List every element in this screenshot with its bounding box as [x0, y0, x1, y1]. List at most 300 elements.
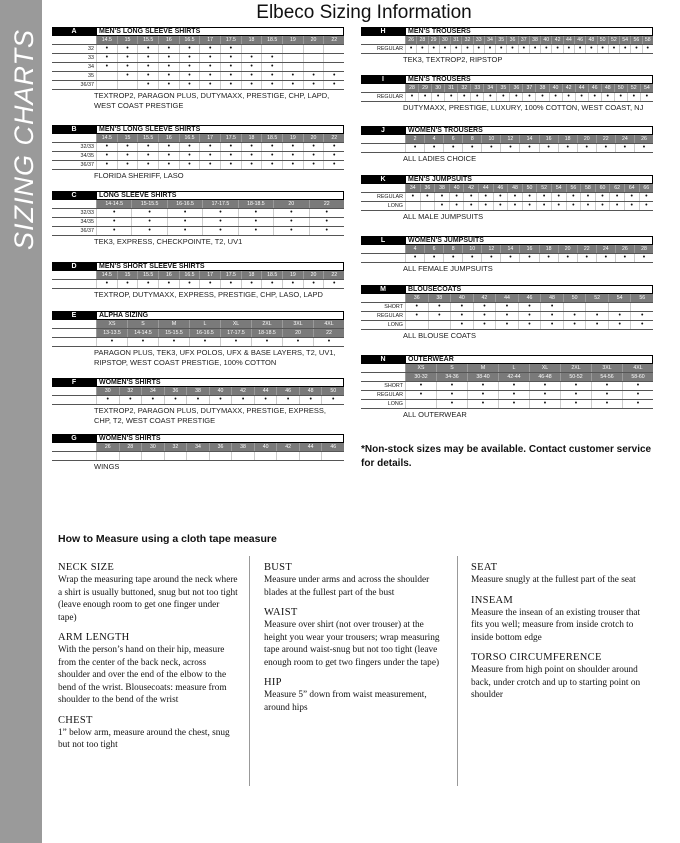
- availability-dot: •: [597, 45, 608, 53]
- availability-dot: •: [536, 202, 551, 210]
- size-cells: [405, 202, 653, 210]
- availability-dot: •: [131, 218, 166, 226]
- size-header-cell: 32: [457, 84, 470, 92]
- availability-dot: •: [96, 45, 117, 53]
- availability-dot: •: [220, 143, 241, 151]
- size-header-cell: 36: [405, 294, 428, 302]
- availability-dot: •: [608, 45, 619, 53]
- size-header-row: [361, 36, 653, 45]
- size-header-cell: 22: [596, 135, 615, 143]
- availability-dot: •: [566, 193, 581, 201]
- chart-note: WINGS: [94, 462, 120, 471]
- row-label: [361, 373, 405, 381]
- availability-dot: •: [591, 391, 622, 399]
- size-cells: [96, 320, 344, 328]
- availability-dot: •: [549, 93, 562, 101]
- size-cells: [405, 84, 653, 92]
- chart-header: [52, 262, 344, 271]
- availability-dot: •: [473, 321, 496, 329]
- size-cells: [96, 45, 344, 53]
- availability-dot: •: [436, 382, 467, 390]
- size-chart-i: [361, 75, 653, 113]
- availability-dot: •: [434, 193, 449, 201]
- availability-dot: •: [202, 227, 237, 235]
- availability-dot: •: [238, 227, 273, 235]
- measure-text: Measure the insean of an existing trouser that fits you well; measure from inside crotch to inside bottom edge: [471, 607, 641, 643]
- size-chart-f: [52, 378, 344, 425]
- measure-text: Measure snugly at the fullest part of the seat: [471, 575, 636, 585]
- size-header-cell: 36: [420, 184, 435, 192]
- availability-dot: •: [483, 93, 496, 101]
- chart-name: OUTERWEAR: [405, 355, 653, 364]
- availability-dot: •: [615, 254, 634, 262]
- size-header-cell: 14: [500, 245, 519, 253]
- chart-header: [361, 236, 653, 245]
- availability-dot: •: [551, 202, 566, 210]
- row-label: 33: [88, 55, 94, 61]
- size-row: [361, 45, 653, 54]
- size-chart-l: [361, 236, 653, 274]
- availability-dot: •: [519, 254, 538, 262]
- chart-header: [52, 311, 344, 320]
- size-header-cell: 26: [96, 443, 119, 451]
- availability-dot: [303, 54, 324, 62]
- size-header-cell: 20: [577, 135, 596, 143]
- row-label: 36/37: [80, 82, 94, 88]
- measure-text: Wrap the measuring tape around the neck where a shirt is usually buttoned, snug but not too tight (leave enough room to get one finger under tape): [58, 575, 238, 623]
- size-cells: [96, 227, 344, 235]
- row-label: [52, 396, 96, 404]
- availability-dot: •: [282, 280, 303, 288]
- availability-dot: •: [498, 382, 529, 390]
- availability-dot: •: [117, 54, 138, 62]
- availability-dot: •: [96, 227, 131, 235]
- size-header-row: [52, 320, 344, 329]
- size-row: [361, 321, 653, 330]
- size-header-cell: 44: [563, 36, 574, 44]
- size-header-cell: 42: [551, 36, 562, 44]
- measure-column-1: [58, 558, 238, 760]
- size-header-cell: 40: [549, 84, 562, 92]
- availability-dot: •: [282, 72, 303, 80]
- availability-dot: •: [484, 45, 495, 53]
- availability-dot: •: [309, 218, 344, 226]
- chart-header: [52, 378, 344, 387]
- availability-dot: •: [462, 254, 481, 262]
- size-header-cell: 24: [615, 135, 634, 143]
- chart-note: FLORIDA SHERIFF, LASO: [94, 171, 184, 180]
- size-header-cell: 50-52: [560, 373, 591, 381]
- measure-heading: TORSO CIRCUMFERENCE: [471, 652, 602, 663]
- row-label: REGULAR: [376, 46, 403, 52]
- chart-note: ALL MALE JUMPSUITS: [403, 212, 484, 221]
- size-header-cell: 16: [158, 134, 179, 142]
- availability-dot: •: [509, 93, 522, 101]
- availability-dot: [608, 303, 631, 311]
- size-chart-m: [361, 285, 653, 341]
- chart-note: TEXTROP2, PARAGON PLUS, DUTYMAXX, PRESTIGE, CHP, LAPD, WEST COAST PRESTIGE: [94, 91, 330, 110]
- chart-name: LONG SLEEVE SHIRTS: [96, 191, 344, 200]
- availability-dot: •: [323, 161, 344, 169]
- size-header-cell: XS: [96, 320, 127, 328]
- availability-dot: [321, 452, 344, 460]
- availability-dot: [141, 452, 164, 460]
- availability-dot: •: [96, 338, 127, 346]
- chart-header: [52, 191, 344, 200]
- availability-dot: •: [158, 45, 179, 53]
- size-header-cell: 18.5: [261, 36, 282, 44]
- size-chart-e: [52, 311, 344, 367]
- size-header-cell: 66: [639, 184, 654, 192]
- availability-dot: •: [595, 202, 610, 210]
- availability-dot: •: [428, 303, 451, 311]
- chart-letter: A: [52, 27, 96, 36]
- size-cells: [405, 382, 653, 390]
- chart-note: ALL BLOUSE COATS: [403, 331, 476, 340]
- size-header-cell: 10: [481, 135, 500, 143]
- availability-dot: •: [467, 400, 498, 408]
- availability-dot: [303, 63, 324, 71]
- size-cells: [405, 36, 653, 44]
- size-header-cell: 46: [588, 84, 601, 92]
- measure-heading: ARM LENGTH: [58, 632, 130, 643]
- availability-dot: •: [601, 93, 614, 101]
- availability-dot: •: [529, 45, 540, 53]
- size-header-cell: 18-18.5: [251, 329, 282, 337]
- availability-dot: •: [323, 280, 344, 288]
- availability-dot: [186, 452, 209, 460]
- size-header-cell: 36: [164, 387, 187, 395]
- size-cells: [405, 321, 653, 329]
- size-header-cell: 34: [141, 387, 164, 395]
- size-header-cell: 44: [478, 184, 493, 192]
- availability-dot: •: [498, 400, 529, 408]
- chart-header: [361, 175, 653, 184]
- availability-dot: •: [199, 72, 220, 80]
- availability-dot: •: [276, 396, 299, 404]
- availability-dot: •: [540, 45, 551, 53]
- row-label: [361, 254, 405, 262]
- size-header-cell: 16-16.5: [189, 329, 220, 337]
- availability-dot: •: [96, 161, 117, 169]
- size-header-cell: 12: [481, 245, 500, 253]
- availability-dot: •: [596, 254, 615, 262]
- availability-dot: [96, 81, 117, 89]
- availability-dot: •: [199, 152, 220, 160]
- size-row: [361, 303, 653, 312]
- chart-note: TEK3, TEXTROP2, RIPSTOP: [403, 55, 503, 64]
- size-header-cell: 26: [634, 135, 653, 143]
- size-header-cell: 8: [443, 245, 462, 253]
- availability-dot: •: [96, 143, 117, 151]
- availability-dot: •: [405, 45, 416, 53]
- chart-name: MEN'S JUMPSUITS: [405, 175, 653, 184]
- availability-dot: •: [467, 391, 498, 399]
- row-label: [52, 452, 96, 460]
- size-header-row: [52, 134, 344, 143]
- size-chart-b: [52, 125, 344, 181]
- size-header-cell: 52: [627, 84, 640, 92]
- size-chart-n: [361, 355, 653, 420]
- availability-dot: •: [498, 391, 529, 399]
- availability-dot: •: [507, 193, 522, 201]
- availability-dot: •: [522, 202, 537, 210]
- size-header-cell: 48: [299, 387, 322, 395]
- availability-dot: [96, 452, 119, 460]
- availability-dot: •: [522, 193, 537, 201]
- availability-dot: •: [461, 45, 472, 53]
- availability-dot: •: [96, 280, 117, 288]
- size-header-cell: 42: [231, 387, 254, 395]
- availability-dot: •: [563, 312, 586, 320]
- availability-dot: [428, 321, 451, 329]
- availability-dot: •: [299, 396, 322, 404]
- row-label: REGULAR: [376, 94, 403, 100]
- size-header-cell: 29: [428, 36, 439, 44]
- size-cells: [405, 135, 653, 143]
- availability-dot: •: [220, 161, 241, 169]
- size-header-cell: 42-44: [498, 373, 529, 381]
- availability-dot: [585, 303, 608, 311]
- size-header-cell: 42: [473, 294, 496, 302]
- size-header-cell: 36: [509, 84, 522, 92]
- availability-dot: •: [323, 81, 344, 89]
- availability-dot: •: [405, 382, 436, 390]
- availability-dot: •: [261, 54, 282, 62]
- size-header-cell: 42: [562, 84, 575, 92]
- size-header-cell: 17: [199, 134, 220, 142]
- availability-dot: •: [539, 254, 558, 262]
- availability-dot: •: [209, 396, 232, 404]
- availability-dot: •: [535, 93, 548, 101]
- availability-dot: •: [309, 227, 344, 235]
- size-header-cell: M: [158, 320, 189, 328]
- chart-name: WOMEN'S JUMPSUITS: [405, 236, 653, 245]
- size-header-cell: 30: [431, 84, 444, 92]
- availability-dot: [405, 202, 420, 210]
- availability-dot: •: [261, 63, 282, 71]
- availability-dot: •: [558, 254, 577, 262]
- availability-dot: •: [431, 93, 444, 101]
- availability-dot: •: [158, 63, 179, 71]
- size-header-cell: 30: [141, 443, 164, 451]
- size-header-cell: 16.5: [179, 36, 200, 44]
- availability-dot: •: [418, 93, 431, 101]
- availability-dot: •: [434, 202, 449, 210]
- availability-dot: •: [624, 202, 639, 210]
- size-header-cell: 50: [522, 184, 537, 192]
- size-header-row: [52, 36, 344, 45]
- availability-dot: •: [241, 161, 262, 169]
- availability-dot: •: [189, 338, 220, 346]
- size-header-cell: 4XL: [622, 364, 653, 372]
- chart-name: MEN'S LONG SLEEVE SHIRTS: [96, 27, 344, 36]
- chart-header: [361, 285, 653, 294]
- availability-dot: •: [588, 93, 601, 101]
- availability-dot: •: [518, 303, 541, 311]
- size-header-row: [361, 245, 653, 254]
- size-row: [52, 218, 344, 227]
- availability-dot: •: [323, 72, 344, 80]
- availability-dot: •: [622, 382, 653, 390]
- availability-dot: •: [493, 202, 508, 210]
- availability-dot: •: [577, 144, 596, 152]
- availability-dot: •: [199, 63, 220, 71]
- size-header-cell: 37: [522, 84, 535, 92]
- availability-dot: •: [321, 396, 344, 404]
- size-cells: [405, 294, 653, 302]
- size-header-cell: 17.5: [220, 36, 241, 44]
- availability-dot: •: [261, 280, 282, 288]
- size-header-cell: 34: [186, 443, 209, 451]
- availability-dot: •: [261, 72, 282, 80]
- row-label: [361, 144, 405, 152]
- availability-dot: •: [303, 280, 324, 288]
- size-cells: [96, 134, 344, 142]
- size-header-row: [361, 184, 653, 193]
- row-label: SHORT: [384, 383, 403, 389]
- availability-dot: •: [449, 193, 464, 201]
- size-row: [361, 312, 653, 321]
- size-header-cell: 33: [470, 84, 483, 92]
- availability-dot: •: [137, 54, 158, 62]
- size-cells: [405, 144, 653, 152]
- size-header-cell: 48: [585, 36, 596, 44]
- availability-dot: •: [117, 143, 138, 151]
- size-header-cell: 4XL: [313, 320, 344, 328]
- size-chart-j: [361, 126, 653, 164]
- chart-name: WOMEN'S SHIRTS: [96, 378, 344, 387]
- chart-name: MEN'S SHORT SLEEVE SHIRTS: [96, 262, 344, 271]
- availability-dot: •: [450, 312, 473, 320]
- availability-dot: •: [241, 54, 262, 62]
- size-header-cell: 20: [282, 329, 313, 337]
- size-cells: [405, 312, 653, 320]
- measure-text: Measure 5” down from waist measurement, around hips: [264, 690, 427, 713]
- availability-dot: •: [500, 254, 519, 262]
- measure-text: 1” below arm, measure around the chest, snug but not too tight: [58, 727, 230, 750]
- availability-dot: •: [428, 45, 439, 53]
- size-header-cell: 18-18.5: [238, 200, 273, 208]
- size-cells: [405, 193, 653, 201]
- availability-dot: •: [158, 54, 179, 62]
- row-label: [361, 84, 405, 92]
- size-header-cell: 14.5: [96, 36, 117, 44]
- size-header-cell: 24: [596, 245, 615, 253]
- chart-header: [361, 355, 653, 364]
- size-header-cell: 40: [209, 387, 232, 395]
- size-chart-k: [361, 175, 653, 222]
- availability-dot: •: [405, 312, 428, 320]
- availability-dot: •: [241, 63, 262, 71]
- size-header-cell: 18: [241, 36, 262, 44]
- availability-dot: •: [164, 396, 187, 404]
- size-header-cell: L: [189, 320, 220, 328]
- size-header-cell: 6: [424, 245, 443, 253]
- size-header-cell: 15-15.5: [158, 329, 189, 337]
- measure-text: Measure from high point on shoulder around back, under crotch and up to starting point on shoulder: [471, 665, 641, 700]
- availability-dot: •: [137, 143, 158, 151]
- sidebar: [0, 0, 42, 843]
- availability-dot: [117, 81, 138, 89]
- size-header-cell: 16: [158, 36, 179, 44]
- availability-dot: •: [261, 143, 282, 151]
- availability-dot: •: [424, 144, 443, 152]
- availability-dot: [276, 452, 299, 460]
- size-header-cell: 52: [585, 294, 608, 302]
- size-header-cell: 30-32: [405, 373, 436, 381]
- size-row: [52, 72, 344, 81]
- chart-letter: G: [52, 434, 96, 443]
- size-header-cell: 38: [535, 84, 548, 92]
- availability-dot: •: [199, 45, 220, 53]
- size-row: [52, 452, 344, 461]
- availability-dot: •: [241, 81, 262, 89]
- availability-dot: •: [416, 45, 427, 53]
- availability-dot: [405, 321, 428, 329]
- size-cells: [96, 271, 344, 279]
- size-header-row: [52, 200, 344, 209]
- availability-dot: •: [575, 93, 588, 101]
- size-cells: [96, 54, 344, 62]
- availability-dot: •: [220, 280, 241, 288]
- size-header-cell: 46: [276, 387, 299, 395]
- availability-dot: •: [518, 45, 529, 53]
- availability-dot: •: [640, 93, 653, 101]
- size-header-cell: 54: [640, 84, 653, 92]
- availability-dot: •: [473, 312, 496, 320]
- size-cells: [96, 63, 344, 71]
- row-label: [361, 36, 405, 44]
- availability-dot: •: [158, 152, 179, 160]
- size-header-cell: 22: [323, 271, 344, 279]
- availability-dot: •: [96, 54, 117, 62]
- size-header-cell: 15.5: [137, 271, 158, 279]
- size-header-cell: 34: [483, 84, 496, 92]
- availability-dot: •: [463, 202, 478, 210]
- availability-dot: •: [323, 143, 344, 151]
- availability-dot: •: [449, 202, 464, 210]
- availability-dot: •: [96, 209, 131, 217]
- size-header-cell: 38: [231, 443, 254, 451]
- size-header-cell: 15: [117, 134, 138, 142]
- availability-dot: •: [443, 254, 462, 262]
- availability-dot: •: [282, 152, 303, 160]
- size-header-cell: 31: [450, 36, 461, 44]
- availability-dot: •: [444, 93, 457, 101]
- availability-dot: •: [405, 254, 424, 262]
- size-header-row: [361, 294, 653, 303]
- availability-dot: •: [439, 45, 450, 53]
- size-header-cell: 12: [500, 135, 519, 143]
- availability-dot: •: [518, 321, 541, 329]
- availability-dot: •: [282, 143, 303, 151]
- row-label: [52, 320, 96, 328]
- availability-dot: •: [634, 144, 653, 152]
- size-header-cell: S: [127, 320, 158, 328]
- availability-dot: •: [580, 193, 595, 201]
- availability-dot: •: [241, 143, 262, 151]
- size-header-cell: 22: [313, 329, 344, 337]
- size-header-cell: 28: [634, 245, 653, 253]
- availability-dot: •: [574, 45, 585, 53]
- size-header-cell: 20: [558, 245, 577, 253]
- size-header-cell: XL: [220, 320, 251, 328]
- size-header-cell: 19: [282, 134, 303, 142]
- availability-dot: •: [202, 209, 237, 217]
- size-header-cell: 35: [495, 36, 506, 44]
- availability-dot: •: [622, 391, 653, 399]
